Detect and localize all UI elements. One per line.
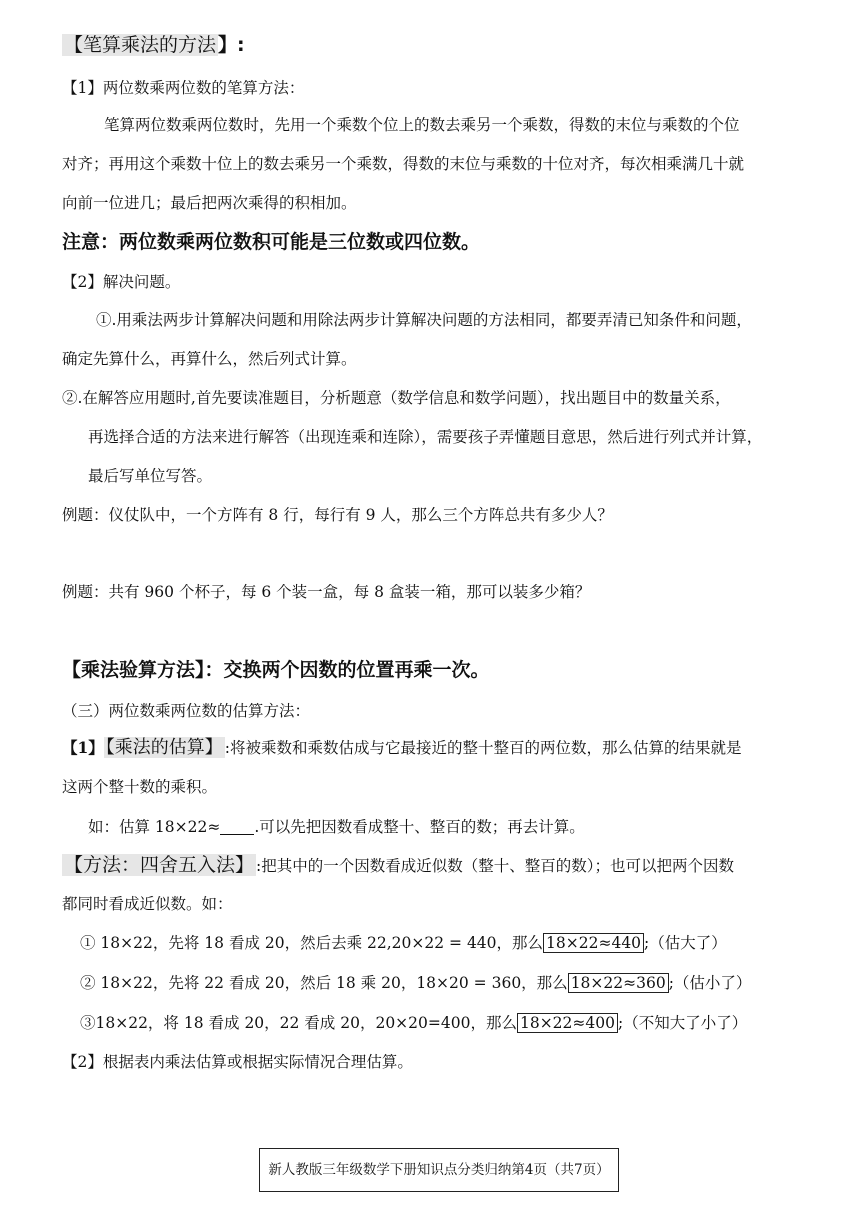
boxed-result: 18×22≈400 (517, 1013, 618, 1033)
item-number: 【1】 (62, 738, 104, 757)
estimation-text: :将被乘数和乘数估成与它最接近的整十整百的两位数，那么估算的结果就是 (224, 739, 742, 757)
paragraph-line: 最后写单位写答。 (88, 467, 213, 485)
example-question: 例题：共有 960 个杯子，每 6 个装一盒，每 8 盒装一箱，那可以装多少箱？ (62, 583, 591, 601)
example-tail: ;（估小了） (668, 974, 752, 992)
heading-bracket: 【 (64, 34, 84, 56)
item2-estimation: 【2】根据表内乘法估算或根据实际情况合理估算。 (62, 1053, 413, 1071)
rounding-example (80, 972, 751, 994)
paragraph-line: ②.在解答应用题时,首先要读准题目，分析题意（数学信息和数学问题），找出题目中的数量关系， (62, 389, 731, 407)
page-footer: 新人教版三年级数学下册知识点分类归纳第4页（共7页） (259, 1148, 619, 1192)
boxed-result: 18×22≈360 (568, 973, 669, 993)
example-suffix: .可以先把因数看成整十、整百的数；再去计算。 (254, 818, 585, 836)
example-text: ① 18×22，先将 18 看成 20，然后去乘 22,20×22 = 440，那么 (80, 934, 544, 952)
section-heading-verification: 【乘法验算方法】：交换两个因数的位置再乘一次。 (62, 659, 490, 681)
paragraph-line: ①.用乘法两步计算解决问题和用除法两步计算解决问题的方法相同，都要弄清已知条件和问题， (96, 311, 752, 329)
note: 注意：两位数乘两位数积可能是三位数或四位数。 (62, 231, 481, 253)
boxed-result: 18×22≈440 (543, 933, 644, 953)
method-title: 【方法：四舍五入法】 (64, 854, 255, 876)
paragraph-line: 都同时看成近似数。如： (62, 895, 233, 913)
item1-title: 【1】两位数乘两位数的笔算方法： (62, 79, 305, 97)
estimation-title: 【乘法的估算】 (105, 737, 223, 758)
subheading-estimation: （三）两位数乘两位数的估算方法： (62, 702, 311, 720)
paragraph-line: 确定先算什么，再算什么，然后列式计算。 (62, 350, 357, 368)
example-text: ② 18×22，先将 22 看成 20，然后 18 乘 20，18×20 = 360，那么 (80, 974, 568, 992)
estimation-rule (62, 737, 742, 759)
paragraph-line: 对齐；再用这个乘数十位上的数去乘另一个乘数，得数的末位与乘数的十位对齐，每次相乘满几十就 (62, 155, 745, 173)
rounding-method (62, 854, 734, 877)
example-tail: ;（估大了） (644, 934, 727, 952)
paragraph-line: 笔算两位数乘两位数时，先用一个乘数个位上的数去乘另一个乘数，得数的末位与乘数的个位 (104, 116, 740, 134)
example-text: ③18×22，将 18 看成 20，22 看成 20，20×20=400，那么 (80, 1014, 517, 1032)
paragraph-line: 向前一位进几；最后把两次乘得的积相加。 (62, 194, 357, 212)
item2-title: 【2】解决问题。 (62, 273, 181, 291)
heading-colon: 】: (218, 34, 245, 56)
example-question: 例题：仪仗队中，一个方阵有 8 行，每行有 9 人，那么三个方阵总共有多少人？ (62, 506, 613, 524)
rounding-example (80, 932, 727, 954)
section-heading-written-multiplication (62, 32, 245, 58)
example-tail: ;（不知大了小了） (617, 1014, 748, 1032)
estimation-example (88, 816, 585, 838)
paragraph-line: 再选择合适的方法来进行解答（出现连乘和连除），需要孩子弄懂题目意思，然后进行列式并计算， (88, 428, 763, 446)
rounding-example (80, 1012, 747, 1034)
answer-blank[interactable] (220, 818, 254, 835)
paragraph-line: 这两个整十数的乘积。 (62, 778, 218, 796)
example-prefix: 如：估算 18×22≈ (88, 818, 221, 836)
method-text: :把其中的一个因数看成近似数（整十、整百的数）；也可以把两个因数 (256, 857, 734, 875)
heading-title: 笔算乘法的方法 (83, 34, 217, 56)
